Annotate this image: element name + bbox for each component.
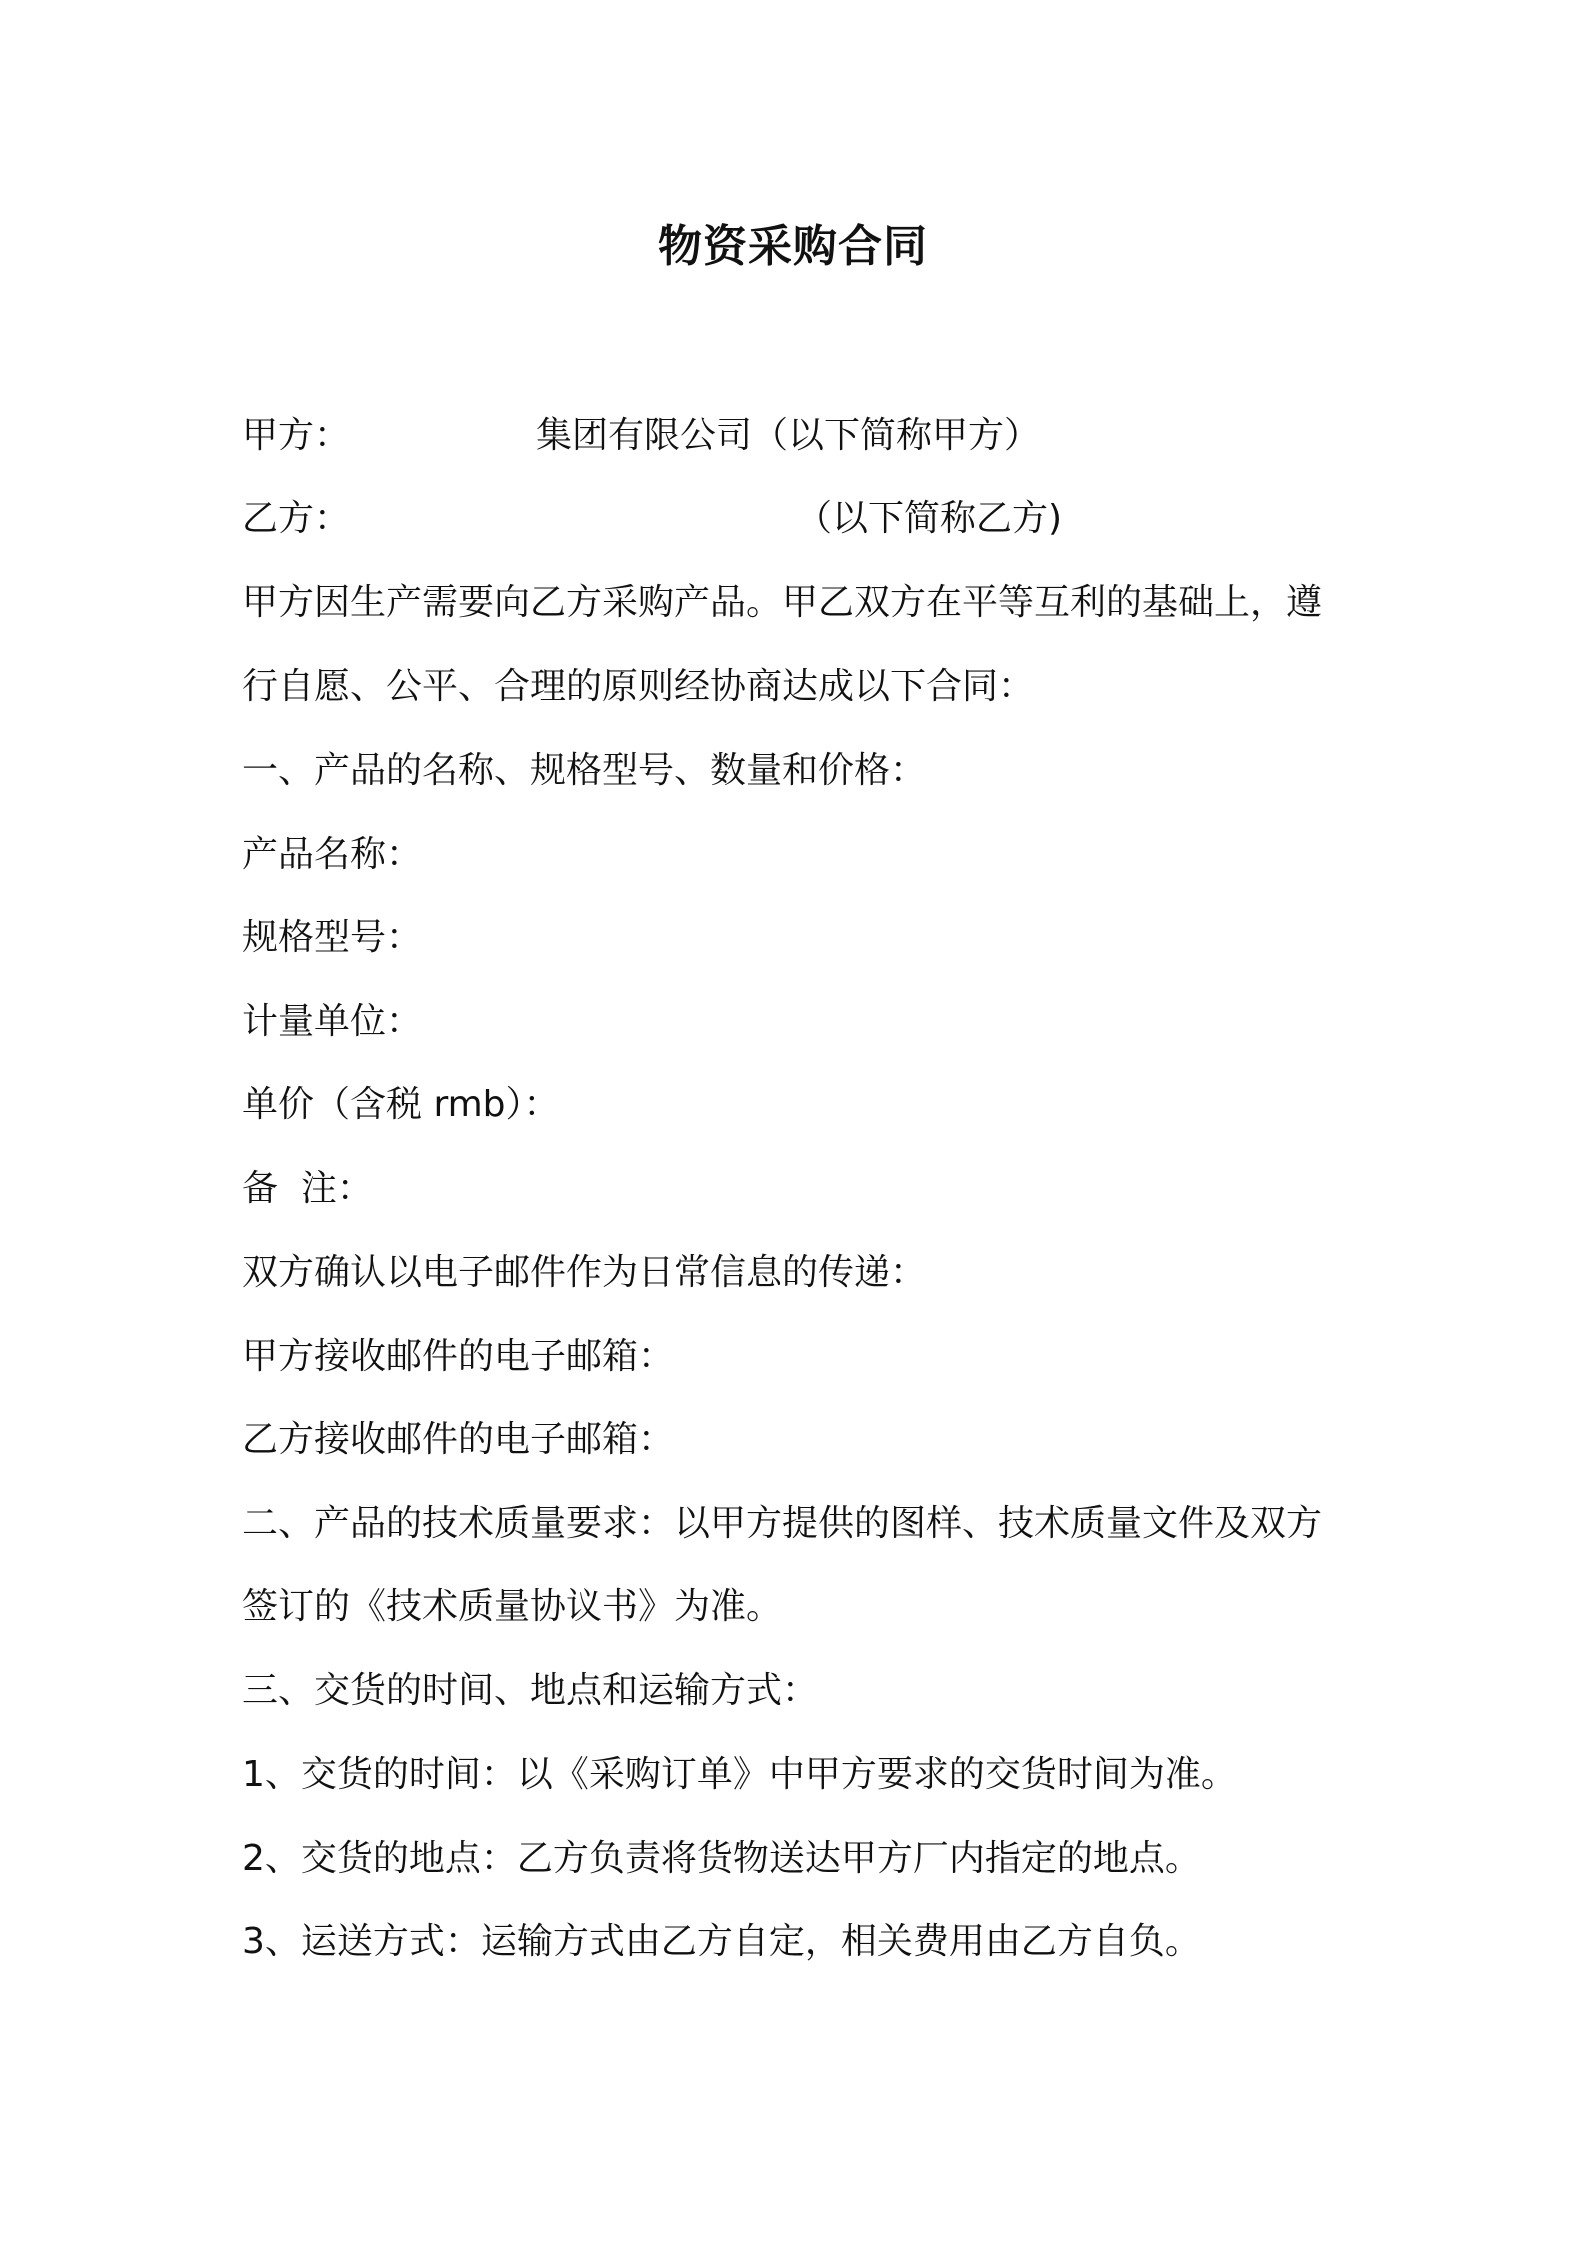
party-a-line xyxy=(242,414,1040,458)
delivery-place-line: 2、交货的地点：乙方负责将货物送达甲方厂内指定的地点。 xyxy=(242,1838,1201,1879)
party-a-name: 集团有限公司（以下简称甲方） xyxy=(536,415,1041,456)
intro-line-1: 甲方因生产需要向乙方采购产品。甲乙双方在平等互利的基础上，遵 xyxy=(242,582,1323,623)
party-a-label: 甲方： xyxy=(242,415,351,456)
document-title: 物资采购合同 xyxy=(658,221,928,272)
product-name-label: 产品名称： xyxy=(242,834,423,875)
party-a-email-label: 甲方接收邮件的电子邮箱： xyxy=(242,1336,675,1377)
transport-line: 3、运送方式：运输方式由乙方自定，相关费用由乙方自负。 xyxy=(242,1921,1201,1962)
party-b-label: 乙方： xyxy=(242,498,351,539)
email-intro: 双方确认以电子邮件作为日常信息的传递： xyxy=(242,1252,927,1293)
section-2-line-2: 签订的《技术质量协议书》为准。 xyxy=(242,1586,783,1627)
remarks-label: 备 注： xyxy=(242,1168,373,1209)
delivery-time-line: 1、交货的时间：以《采购订单》中甲方要求的交货时间为准。 xyxy=(242,1754,1237,1795)
party-b-line xyxy=(242,497,1062,541)
intro-line-2: 行自愿、公平、合理的原则经协商达成以下合同： xyxy=(242,666,1035,707)
section-1-heading: 一、产品的名称、规格型号、数量和价格： xyxy=(242,750,927,791)
section-3-heading: 三、交货的时间、地点和运输方式： xyxy=(242,1670,819,1711)
party-b-email-label: 乙方接收邮件的电子邮箱： xyxy=(242,1419,675,1460)
spec-label: 规格型号： xyxy=(242,917,423,958)
price-label: 单价（含税 rmb）： xyxy=(242,1084,560,1125)
section-2-line-1: 二、产品的技术质量要求：以甲方提供的图样、技术质量文件及双方 xyxy=(242,1503,1323,1544)
unit-label: 计量单位： xyxy=(242,1001,423,1042)
party-b-name: （以下简称乙方) xyxy=(796,498,1063,539)
